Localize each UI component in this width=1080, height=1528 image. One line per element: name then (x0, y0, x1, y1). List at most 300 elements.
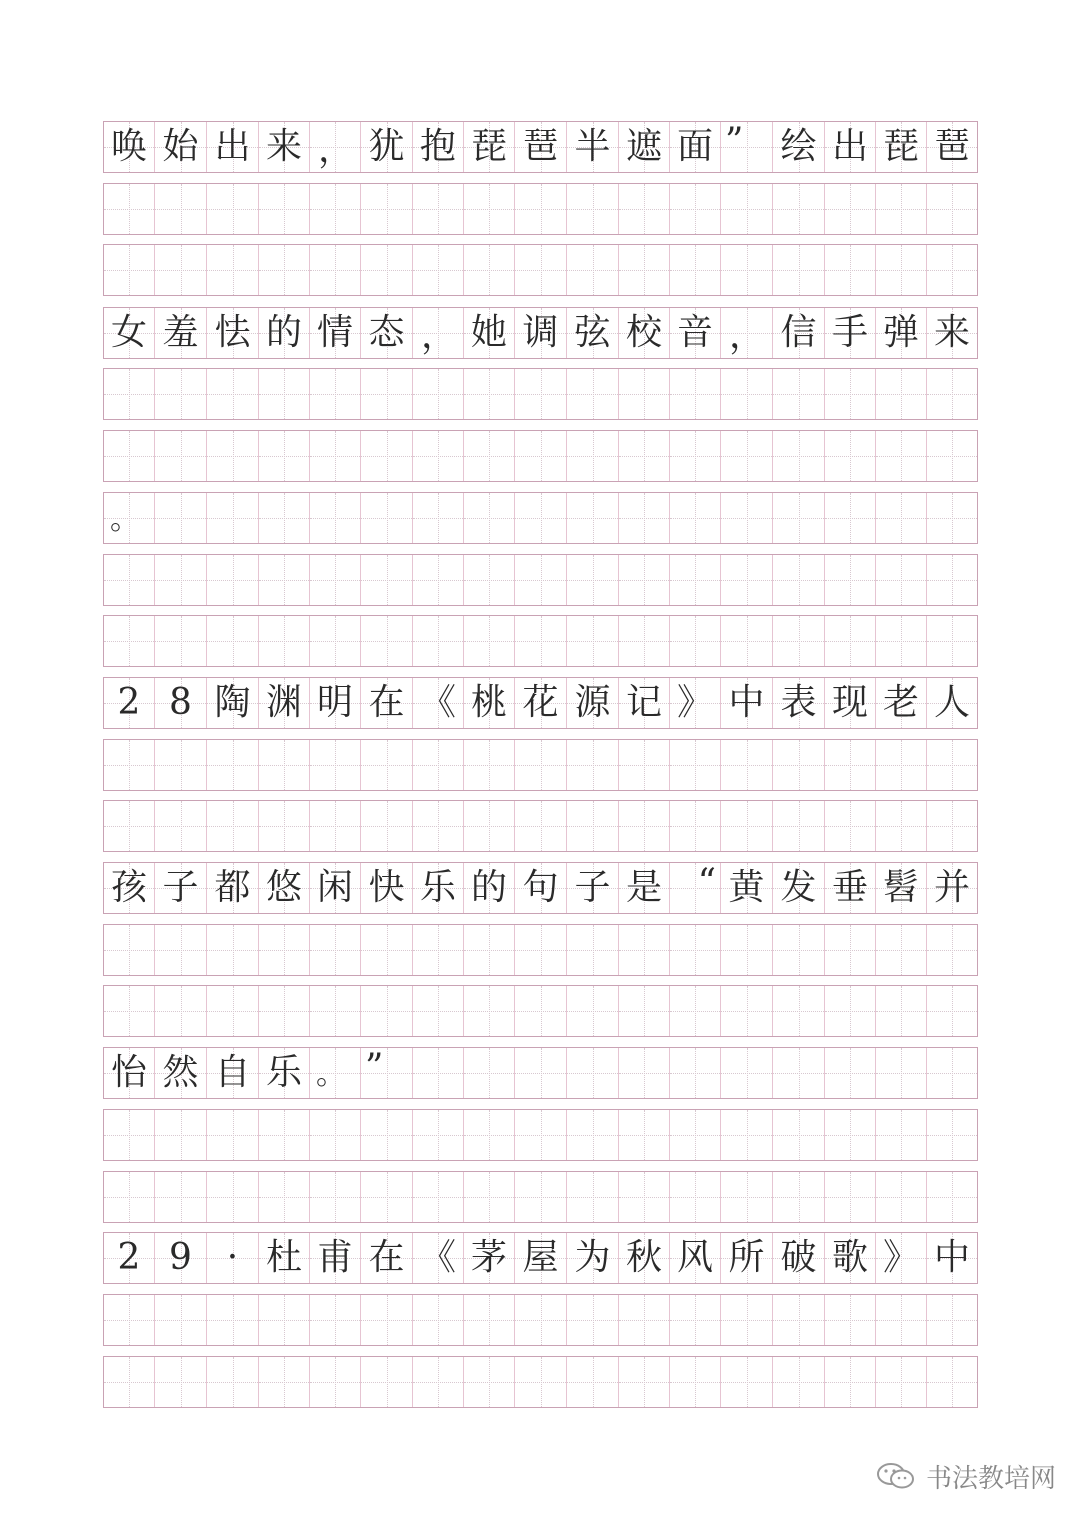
grid-cell (669, 122, 720, 172)
grid-character: 桃 (470, 682, 507, 723)
grid-character: 甫 (316, 1237, 353, 1278)
grid-cell (824, 1048, 875, 1098)
grid-cell (772, 801, 824, 851)
grid-cell (463, 431, 514, 481)
grid-cell (618, 616, 669, 666)
grid-cell (258, 308, 309, 358)
grid-cell (669, 678, 720, 728)
grid-cell (875, 493, 926, 543)
grid-character: 弹 (882, 312, 919, 353)
grid-cell (309, 493, 360, 543)
grid-cell (154, 245, 206, 295)
grid-cell (258, 616, 309, 666)
grid-cell (566, 678, 618, 728)
grid-character: 《 (419, 1237, 456, 1278)
grid-cell (720, 1048, 772, 1098)
grid-cell (514, 1048, 566, 1098)
grid-cell (309, 616, 360, 666)
grid-cell (309, 1233, 360, 1283)
grid-cell (463, 1233, 514, 1283)
wechat-icon (876, 1461, 916, 1491)
grid-cell (514, 431, 566, 481)
grid-cell (720, 1233, 772, 1283)
grid-cell (875, 1110, 926, 1160)
grid-cell (669, 431, 720, 481)
grid-cell (258, 431, 309, 481)
grid-cell (875, 678, 926, 728)
grid-cell (154, 308, 206, 358)
grid-cell (206, 801, 258, 851)
grid-cell (514, 740, 566, 790)
grid-cell (360, 431, 412, 481)
grid-cell (824, 1110, 875, 1160)
grid-cell (154, 184, 206, 234)
grid-character: 弦 (574, 312, 611, 353)
grid-cell (875, 740, 926, 790)
grid-character: 茅 (470, 1237, 507, 1278)
grid-cell (103, 122, 154, 172)
grid-row (103, 554, 978, 606)
grid-cell (206, 1295, 258, 1345)
grid-cell (206, 369, 258, 419)
grid-cell (772, 245, 824, 295)
grid-cell (258, 555, 309, 605)
grid-cell (669, 1172, 720, 1222)
grid-cell (258, 1233, 309, 1283)
grid-cell (824, 369, 875, 419)
grid-cell (720, 493, 772, 543)
grid-character: 中 (933, 1237, 970, 1278)
grid-character: 源 (574, 682, 611, 723)
grid-character: 女 (110, 312, 147, 353)
grid-cell (824, 1233, 875, 1283)
grid-cell (206, 1048, 258, 1098)
grid-cell (412, 245, 463, 295)
grid-character: 所 (728, 1237, 765, 1278)
grid-cell (875, 555, 926, 605)
grid-cell (720, 801, 772, 851)
grid-cell (154, 863, 206, 913)
grid-cell (566, 369, 618, 419)
grid-cell (514, 184, 566, 234)
grid-cell (824, 863, 875, 913)
grid-cell (103, 1048, 154, 1098)
grid-cell (772, 555, 824, 605)
grid-cell (360, 493, 412, 543)
grid-character: 中 (728, 682, 765, 723)
grid-cell (514, 863, 566, 913)
grid-character: 在 (368, 682, 405, 723)
grid-row (103, 862, 978, 914)
grid-cell (824, 184, 875, 234)
grid-cell (875, 986, 926, 1036)
grid-cell (566, 863, 618, 913)
grid-cell (772, 1172, 824, 1222)
grid-cell (463, 1357, 514, 1407)
grid-cell (875, 1357, 926, 1407)
grid-cell (206, 616, 258, 666)
grid-character: 。 (110, 502, 140, 537)
grid-cell (103, 801, 154, 851)
grid-character: 琵 (882, 126, 919, 167)
grid-character: 孩 (110, 867, 147, 908)
grid-cell (309, 1357, 360, 1407)
grid-cell (412, 555, 463, 605)
grid-cell (258, 369, 309, 419)
grid-cell (618, 1295, 669, 1345)
grid-cell (720, 1172, 772, 1222)
grid-cell (514, 986, 566, 1036)
grid-cell (206, 986, 258, 1036)
grid-cell (514, 369, 566, 419)
grid-character: 老 (882, 682, 919, 723)
grid-cell (206, 1233, 258, 1283)
grid-cell (154, 1357, 206, 1407)
grid-cell (926, 308, 978, 358)
grid-cell (103, 863, 154, 913)
grid-cell (926, 1048, 978, 1098)
grid-character: 琶 (933, 126, 970, 167)
grid-cell (309, 369, 360, 419)
grid-cell (772, 863, 824, 913)
grid-cell (618, 431, 669, 481)
grid-cell (412, 431, 463, 481)
grid-cell (618, 1110, 669, 1160)
grid-character: 情 (316, 312, 353, 353)
grid-cell (206, 740, 258, 790)
grid-character: 出 (214, 126, 251, 167)
grid-cell (360, 616, 412, 666)
grid-cell (618, 1233, 669, 1283)
grid-cell (309, 184, 360, 234)
grid-cell (360, 1233, 412, 1283)
grid-character: “ (697, 862, 716, 903)
grid-cell (824, 678, 875, 728)
grid-cell (566, 740, 618, 790)
grid-character: 花 (522, 682, 559, 723)
grid-cell (618, 863, 669, 913)
grid-cell (463, 122, 514, 172)
grid-cell (463, 863, 514, 913)
grid-cell (309, 1110, 360, 1160)
grid-cell (669, 1295, 720, 1345)
grid-cell (463, 1048, 514, 1098)
grid-row (103, 615, 978, 667)
grid-cell (412, 616, 463, 666)
grid-cell (258, 1110, 309, 1160)
grid-cell (412, 1048, 463, 1098)
grid-cell (669, 616, 720, 666)
grid-cell (772, 678, 824, 728)
grid-cell (720, 863, 772, 913)
grid-cell (463, 1295, 514, 1345)
grid-cell (258, 863, 309, 913)
grid-row (103, 1232, 978, 1284)
grid-cell (103, 1357, 154, 1407)
grid-cell (772, 1295, 824, 1345)
grid-row (103, 985, 978, 1037)
grid-cell (772, 1233, 824, 1283)
grid-cell (309, 986, 360, 1036)
grid-cell (463, 308, 514, 358)
grid-cell (360, 925, 412, 975)
grid-cell (772, 369, 824, 419)
grid-cell (566, 616, 618, 666)
grid-cell (206, 245, 258, 295)
grid-character: 秋 (625, 1237, 662, 1278)
grid-cell (926, 245, 978, 295)
grid-cell (206, 184, 258, 234)
grid-character: 犹 (368, 126, 405, 167)
grid-cell (926, 740, 978, 790)
grid-cell (824, 245, 875, 295)
grid-cell (360, 1048, 412, 1098)
grid-character: 陶 (214, 682, 251, 723)
grid-cell (669, 245, 720, 295)
grid-cell (926, 555, 978, 605)
grid-cell (824, 925, 875, 975)
grid-character: 来 (933, 312, 970, 353)
grid-character: 句 (522, 867, 559, 908)
grid-cell (360, 863, 412, 913)
grid-cell (720, 369, 772, 419)
grid-cell (360, 678, 412, 728)
grid-cell (514, 1357, 566, 1407)
grid-cell (360, 184, 412, 234)
grid-cell (206, 925, 258, 975)
grid-character: 乐 (265, 1052, 302, 1093)
grid-cell (669, 493, 720, 543)
grid-character: ” (725, 121, 744, 162)
grid-cell (772, 184, 824, 234)
grid-cell (463, 678, 514, 728)
grid-cell (360, 1295, 412, 1345)
grid-cell (926, 863, 978, 913)
grid-cell (258, 678, 309, 728)
grid-cell (669, 740, 720, 790)
grid-cell (103, 740, 154, 790)
grid-cell (875, 122, 926, 172)
grid-cell (926, 1233, 978, 1283)
grid-cell (463, 740, 514, 790)
grid-row (103, 924, 978, 976)
grid-cell (566, 431, 618, 481)
grid-cell (926, 184, 978, 234)
grid-cell (154, 122, 206, 172)
grid-character: ” (365, 1047, 384, 1088)
grid-cell (154, 678, 206, 728)
grid-cell (103, 1172, 154, 1222)
grid-cell (926, 801, 978, 851)
grid-cell (618, 493, 669, 543)
grid-cell (103, 678, 154, 728)
grid-cell (669, 369, 720, 419)
grid-cell (463, 1172, 514, 1222)
grid-cell (103, 308, 154, 358)
grid-character: 人 (933, 682, 970, 723)
grid-character: 信 (780, 312, 817, 353)
grid-cell (824, 493, 875, 543)
grid-cell (669, 1110, 720, 1160)
grid-cell (618, 1172, 669, 1222)
grid-cell (103, 1233, 154, 1283)
grid-cell (566, 308, 618, 358)
grid-cell (566, 1357, 618, 1407)
grid-cell (566, 1172, 618, 1222)
grid-cell (720, 1357, 772, 1407)
grid-cell (926, 678, 978, 728)
grid-cell (206, 1172, 258, 1222)
grid-cell (154, 801, 206, 851)
grid-character: 并 (933, 867, 970, 908)
grid-cell (926, 122, 978, 172)
grid-cell (412, 369, 463, 419)
grid-cell (154, 493, 206, 543)
grid-cell (875, 245, 926, 295)
grid-cell (566, 1233, 618, 1283)
grid-cell (103, 986, 154, 1036)
grid-cell (720, 555, 772, 605)
grid-character: 的 (265, 312, 302, 353)
grid-cell (720, 1295, 772, 1345)
grid-cell (103, 925, 154, 975)
grid-cell (258, 986, 309, 1036)
grid-cell (206, 431, 258, 481)
grid-cell (463, 801, 514, 851)
grid-cell (618, 184, 669, 234)
grid-cell (103, 1295, 154, 1345)
grid-cell (360, 122, 412, 172)
grid-cell (669, 925, 720, 975)
grid-character: 抱 (419, 126, 456, 167)
grid-cell (566, 1295, 618, 1345)
grid-cell (360, 245, 412, 295)
grid-cell (566, 986, 618, 1036)
grid-cell (154, 555, 206, 605)
grid-cell (154, 1048, 206, 1098)
grid-character: 2 (117, 1237, 141, 1278)
grid-cell (772, 986, 824, 1036)
grid-character: 绘 (780, 126, 817, 167)
grid-cell (514, 1233, 566, 1283)
grid-cell (824, 555, 875, 605)
grid-row (103, 677, 978, 729)
grid-cell (618, 678, 669, 728)
grid-row (103, 1294, 978, 1346)
grid-cell (618, 1048, 669, 1098)
grid-cell (514, 555, 566, 605)
grid-cell (514, 1110, 566, 1160)
grid-cell (360, 1172, 412, 1222)
grid-cell (566, 493, 618, 543)
grid-cell (720, 678, 772, 728)
grid-cell (154, 1110, 206, 1160)
grid-cell (154, 1295, 206, 1345)
grid-character: 记 (625, 682, 662, 723)
grid-cell (103, 555, 154, 605)
grid-character: 》 (676, 682, 713, 723)
grid-character: 明 (316, 682, 353, 723)
grid-character: 屋 (522, 1237, 559, 1278)
grid-cell (206, 863, 258, 913)
grid-character: 黄 (728, 867, 765, 908)
grid-character: 音 (676, 312, 713, 353)
grid-cell (720, 616, 772, 666)
grid-character: 破 (780, 1237, 817, 1278)
grid-cell (618, 245, 669, 295)
grid-cell (566, 925, 618, 975)
grid-cell (669, 184, 720, 234)
grid-row (103, 800, 978, 852)
grid-cell (824, 431, 875, 481)
grid-cell (360, 369, 412, 419)
grid-character: 羞 (162, 312, 199, 353)
grid-cell (412, 493, 463, 543)
grid-character: 都 (214, 867, 251, 908)
grid-cell (412, 1233, 463, 1283)
grid-cell (309, 245, 360, 295)
grid-row (103, 1047, 978, 1099)
grid-character: 然 (162, 1052, 199, 1093)
grid-character: 9 (169, 1237, 192, 1278)
grid-cell (824, 1172, 875, 1222)
grid-cell (412, 1172, 463, 1222)
grid-cell (103, 493, 154, 543)
grid-row (103, 1356, 978, 1408)
grid-cell (566, 801, 618, 851)
grid-cell (412, 184, 463, 234)
grid-cell (360, 801, 412, 851)
grid-cell (463, 1110, 514, 1160)
grid-cell (926, 1357, 978, 1407)
grid-cell (309, 863, 360, 913)
grid-character: 垂 (831, 867, 868, 908)
grid-cell (412, 801, 463, 851)
grid-cell (824, 1357, 875, 1407)
grid-cell (309, 801, 360, 851)
grid-character: 自 (214, 1052, 251, 1093)
grid-cell (875, 616, 926, 666)
grid-character: ， (318, 129, 355, 170)
grid-character: 快 (368, 867, 405, 908)
grid-cell (206, 1357, 258, 1407)
grid-cell (463, 925, 514, 975)
grid-cell (258, 801, 309, 851)
grid-character: 悠 (265, 867, 302, 908)
grid-cell (258, 245, 309, 295)
grid-cell (720, 925, 772, 975)
grid-character: 渊 (265, 682, 302, 723)
grid-cell (103, 245, 154, 295)
grid-character: 表 (780, 682, 817, 723)
grid-cell (566, 1048, 618, 1098)
grid-cell (309, 1172, 360, 1222)
grid-cell (566, 1110, 618, 1160)
grid-character: 。 (316, 1057, 346, 1092)
grid-cell (669, 801, 720, 851)
grid-cell (309, 122, 360, 172)
grid-cell (875, 369, 926, 419)
grid-character: 在 (368, 1237, 405, 1278)
grid-character: 手 (831, 312, 868, 353)
grid-cell (309, 925, 360, 975)
grid-cell (618, 740, 669, 790)
grid-cell (154, 740, 206, 790)
grid-cell (103, 616, 154, 666)
grid-cell (154, 986, 206, 1036)
grid-character: 她 (470, 312, 507, 353)
grid-cell (154, 1172, 206, 1222)
